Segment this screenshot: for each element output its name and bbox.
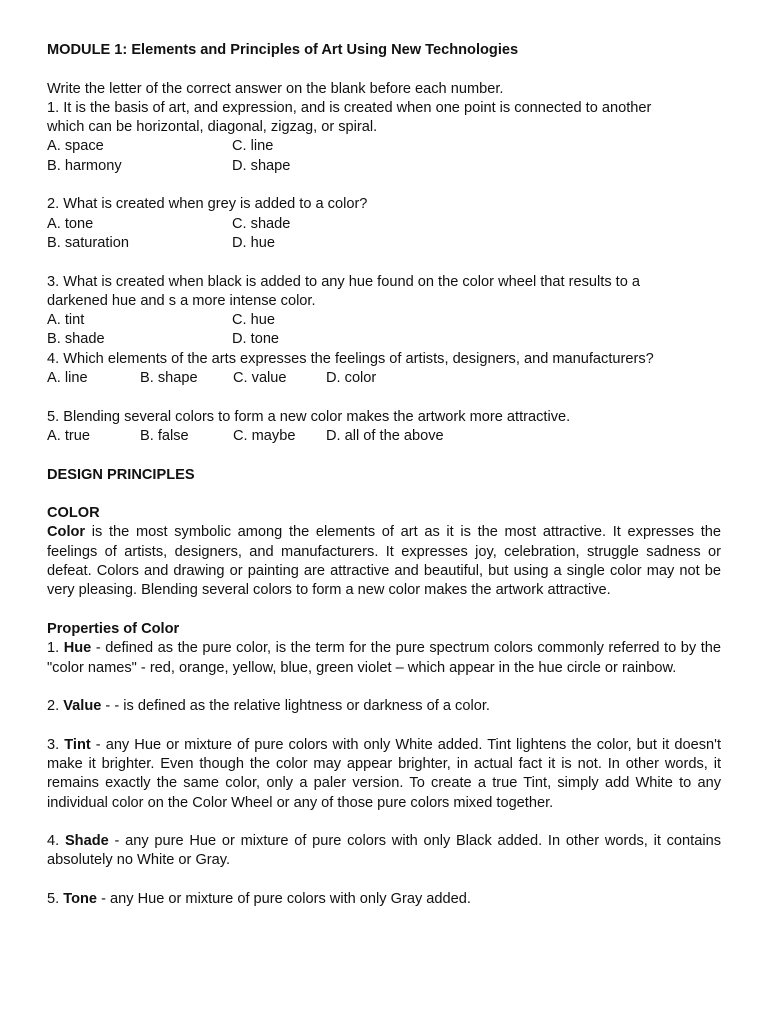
- option-a: A. line: [47, 370, 88, 387]
- property-text: - any Hue or mixture of pure colors with only Gray added.: [97, 891, 471, 908]
- question-2: 2. What is created when grey is added to a color?: [47, 196, 368, 213]
- option-c: C. maybe: [233, 427, 296, 444]
- color-paragraph: [47, 523, 721, 600]
- option-c: C. shade: [232, 215, 291, 232]
- property-text: - - is defined as the relative lightness or darkness of a color.: [101, 698, 490, 715]
- property-term: Value: [63, 698, 102, 715]
- question-3-line-2: darkened hue and s a more intense color.: [47, 292, 316, 309]
- properties-heading: Properties of Color: [47, 620, 180, 637]
- property-term: Tint: [64, 736, 91, 753]
- property-shade: [47, 832, 721, 871]
- question-1-options-row-1: [47, 137, 721, 156]
- property-number: 2.: [47, 698, 64, 715]
- option-d: D. all of the above: [326, 427, 444, 444]
- question-3-line-1: 3. What is created when black is added to any hue found on the color wheel that results to a: [47, 273, 641, 290]
- option-b: B. shade: [47, 331, 105, 348]
- option-d: D. shape: [232, 157, 291, 174]
- property-number: 4.: [47, 833, 65, 850]
- property-number: 5.: [47, 891, 64, 908]
- option-a: A. true: [47, 427, 90, 444]
- option-b: B. saturation: [47, 234, 129, 251]
- question-2-options-row-2: [47, 234, 721, 253]
- color-heading: COLOR: [47, 505, 100, 522]
- property-text: - any pure Hue or mixture of pure colors with only Black added. In other words, it contains absolutely no White or Gray.: [47, 833, 721, 869]
- color-term: Color: [47, 524, 86, 541]
- question-1-line-2: which can be horizontal, diagonal, zigzag, or spiral.: [47, 119, 378, 136]
- option-c: C. hue: [232, 312, 275, 329]
- document-content: [47, 41, 721, 909]
- design-principles-heading: DESIGN PRINCIPLES: [47, 466, 195, 483]
- option-b: B. false: [140, 427, 189, 444]
- question-1-line-1: 1. It is the basis of art, and expression, and is created when one point is connected to another: [47, 99, 652, 116]
- question-5-options: [47, 427, 721, 446]
- instructions: Write the letter of the correct answer on the blank before each number.: [47, 80, 504, 97]
- property-value: [47, 697, 721, 716]
- color-text: is the most symbolic among the elements of art as it is the most attractive. It expresses the feelings of artists, designers, and manufacturers. It expresses joy, celebration, struggle sadness or defeat. Colors and drawing or painting are attractive and beautiful, but using a single color may not be very pleasing. Blending several colors to form a new color makes the artwork attractive.: [47, 524, 721, 599]
- option-a: A. space: [47, 138, 104, 155]
- option-d: D. tone: [232, 331, 280, 348]
- property-tone: [47, 890, 721, 909]
- question-5: 5. Blending several colors to form a new color makes the artwork more attractive.: [47, 408, 571, 425]
- question-3-options-row-1: [47, 311, 721, 330]
- option-c: C. line: [232, 138, 274, 155]
- property-term: Shade: [64, 833, 109, 850]
- property-hue: [47, 639, 721, 678]
- property-tint: [47, 736, 721, 813]
- question-2-options-row-1: [47, 215, 721, 234]
- question-1-options-row-2: [47, 157, 721, 176]
- property-text: - any Hue or mixture of pure colors with only White added. Tint lightens the color, but it doesn't make it brighter. Even though the color may appear brighter, in actual fact it is not. In other words, it remains exactly the same color, only a paler version. To create a true Tint, simply add White to any individual color on the Color Wheel or any of those pure colors mixed together.: [47, 736, 721, 811]
- option-b: B. shape: [140, 370, 198, 387]
- question-3-options-row-2: [47, 330, 721, 349]
- option-d: D. color: [326, 370, 377, 387]
- question-4-options: [47, 369, 721, 388]
- option-a: A. tone: [47, 215, 94, 232]
- option-b: B. harmony: [47, 157, 122, 174]
- option-c: C. value: [233, 370, 287, 387]
- property-text: - defined as the pure color, is the term for the pure spectrum colors commonly referred to by the "color names" - red, orange, yellow, blue, green violet – which appear in the hue circle or rainbow.: [47, 640, 721, 676]
- module-title: MODULE 1: Elements and Principles of Art Using New Technologies: [47, 42, 519, 58]
- property-term: Hue: [63, 640, 92, 657]
- property-number: 3.: [47, 736, 65, 753]
- option-a: A. tint: [47, 312, 85, 329]
- property-number: 1.: [47, 640, 64, 657]
- property-term: Tone: [63, 891, 98, 908]
- question-4: 4. Which elements of the arts expresses the feelings of artists, designers, and manufacturers?: [47, 350, 654, 367]
- option-d: D. hue: [232, 234, 275, 251]
